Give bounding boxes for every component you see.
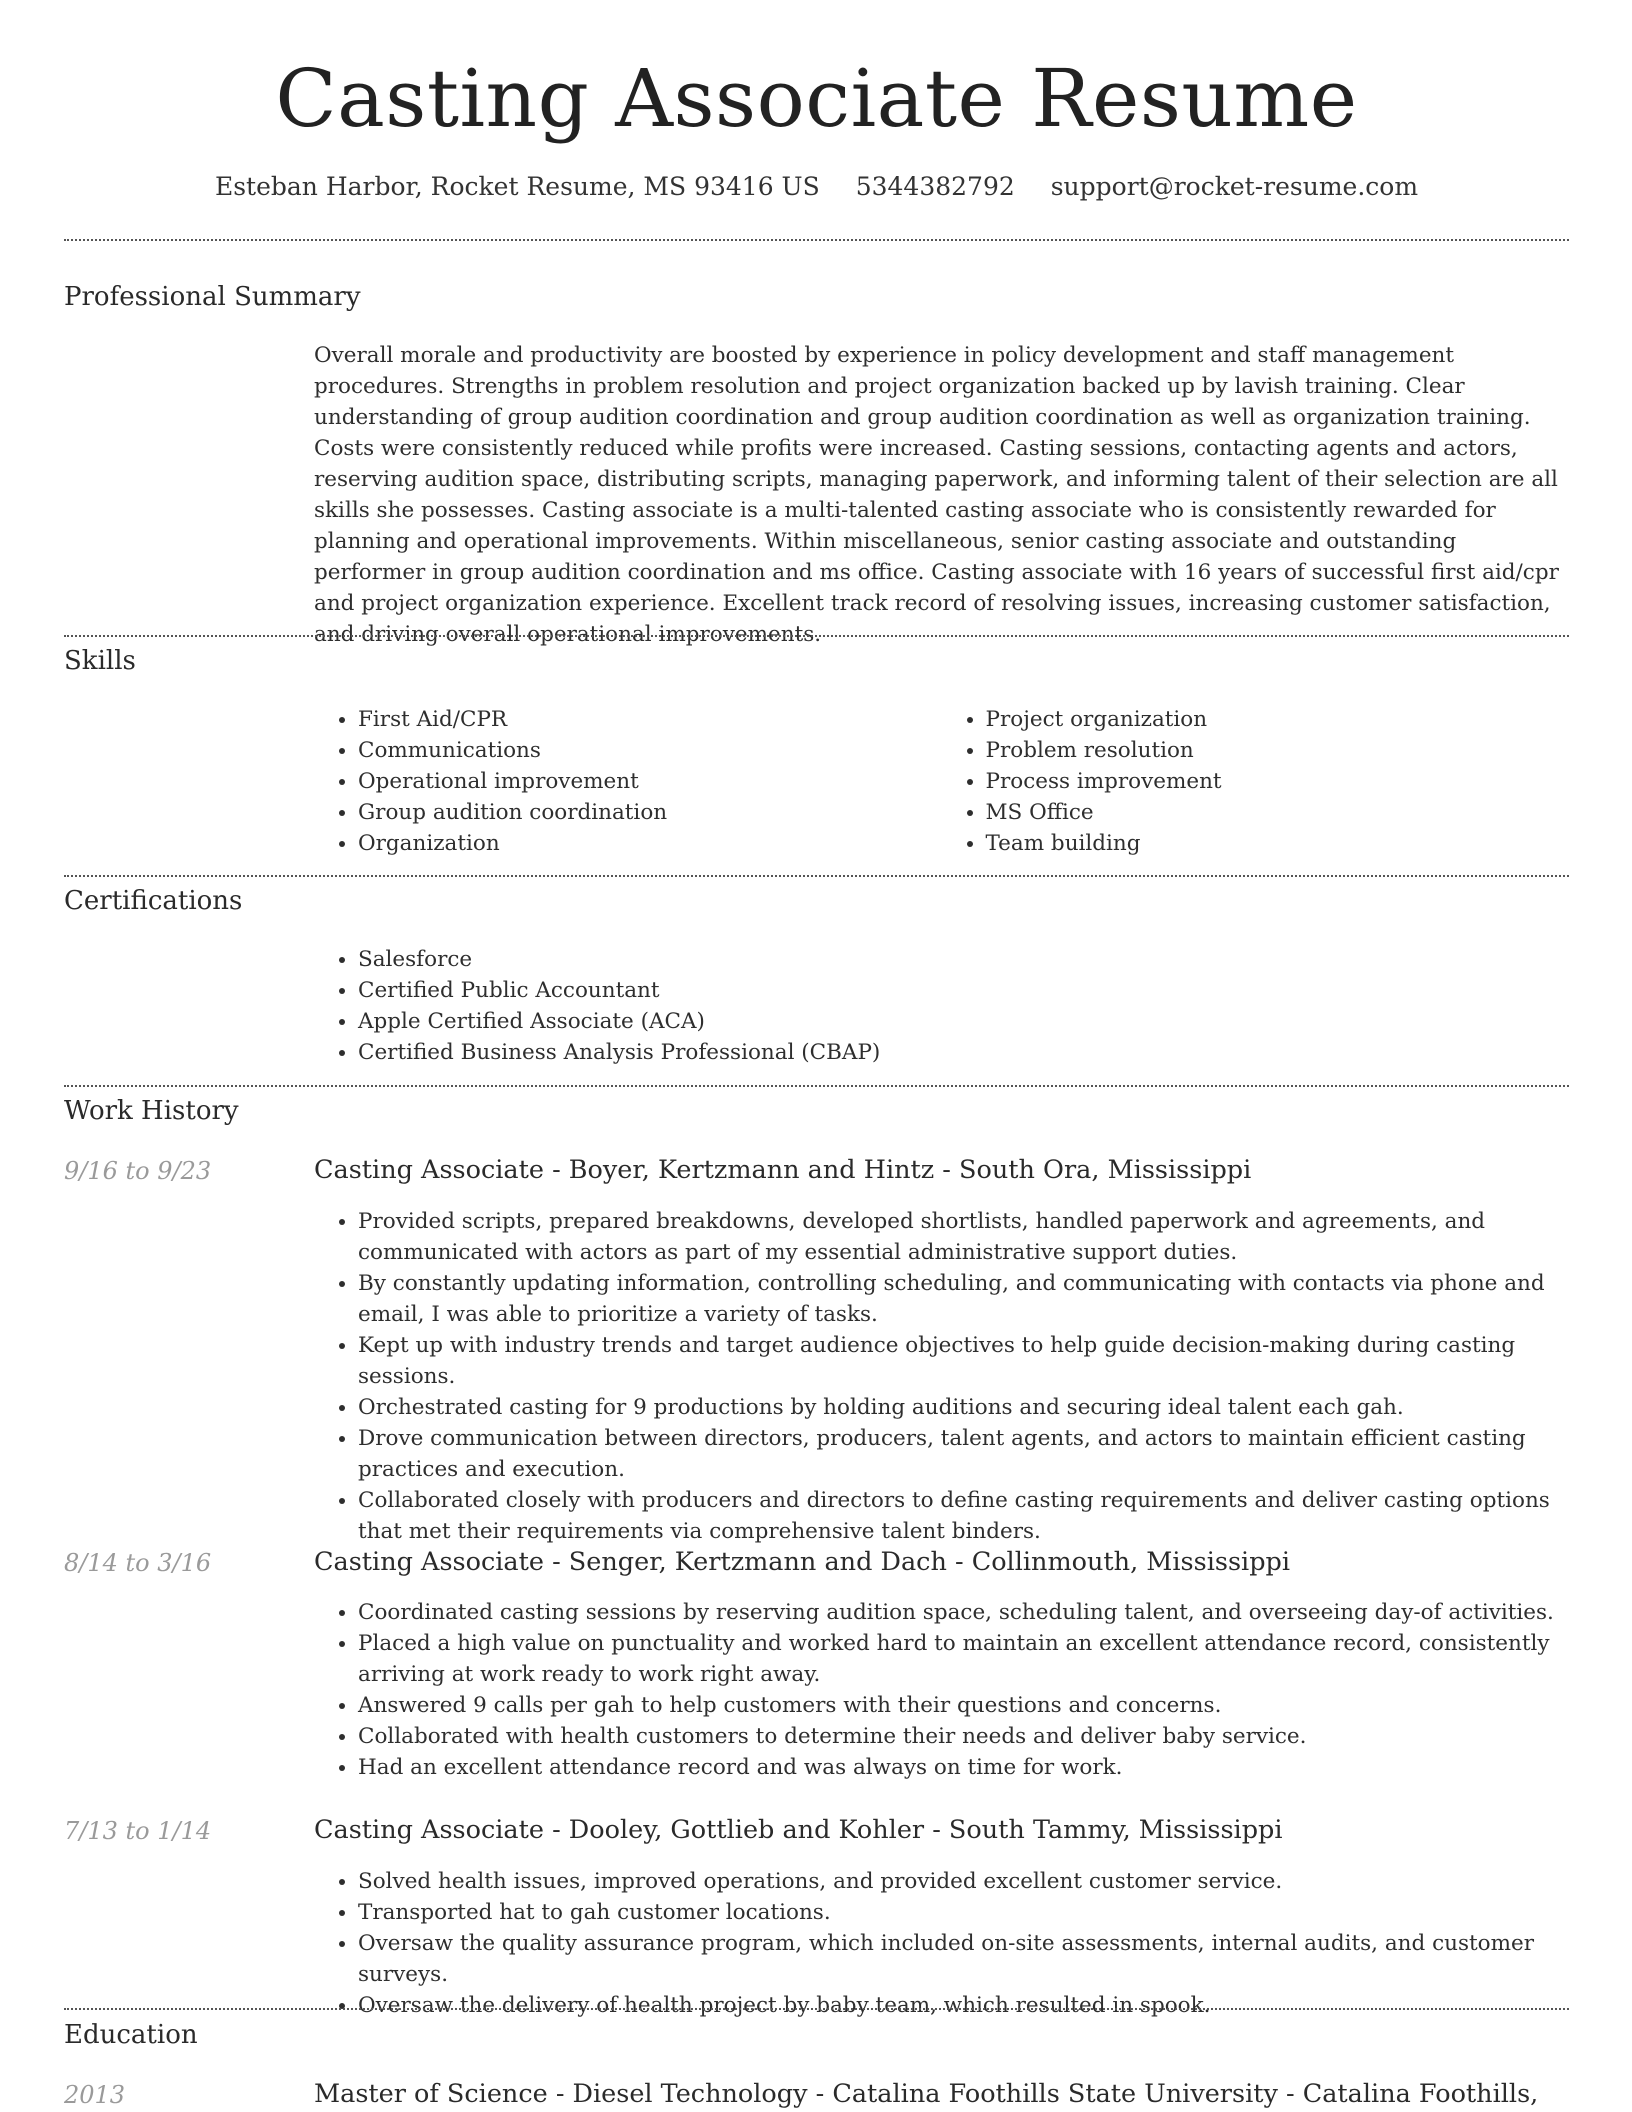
job-dates: 7/13 to 1/14 [64,1817,212,1845]
job-dates: 8/14 to 3/16 [64,1549,212,1577]
summary-block [314,340,1569,650]
contact-address: Esteban Harbor, Rocket Resume, MS 93416 US [214,172,820,201]
skill-item: • Organization [358,828,942,859]
section-title-work-history: Work History [64,1096,239,1126]
job-bullets [314,1866,1569,2021]
job-bullet: • Kept up with industry trends and target audience objectives to help guide decision-making during casting sessions. [358,1330,1569,1392]
job-bullets [314,1597,1569,1783]
page-title: Casting Associate Resume [275,52,1358,145]
job-bullet: • Had an excellent attendance record and was always on time for work. [358,1752,1569,1783]
divider [64,2008,1569,2010]
job-bullet: • Collaborated with health customers to determine their needs and deliver baby service. [358,1721,1569,1752]
divider [64,239,1569,241]
skill-item: • Project organization [986,704,1570,735]
job-bullet: • Oversaw the delivery of health project by baby team, which resulted in spook. [358,1990,1569,2021]
education-title: Master of Science - Diesel Technology - Catalina Foothills State University - Catalina Foothills, [314,2079,1539,2109]
job-bullet: • Transported hat to gah customer locations. [358,1897,1569,1928]
summary-text: Overall morale and productivity are boosted by experience in policy development and staff management procedures. Strengths in problem resolution and project organization backed up by lavish training. Clear understanding of group audition coordination and group audition coordination as well as organization training. Costs were consistently reduced while profits were increased. Casting sessions, contacting agents and actors, reserving audition space, distributing scripts, managing paperwork, and informing talent of their selection are all skills she possesses. Casting associate is a multi-talented casting associate who is consistently rewarded for planning and operational improvements. Within miscellaneous, senior casting associate and outstanding performer in group audition coordination and ms office. Casting associate with 16 years of successful first aid/cpr and project organization experience. Excellent track record of resolving issues, increasing customer satisfaction, and driving overall operational improvements. [314,343,1559,647]
divider [64,1085,1569,1087]
section-title-certifications: Certifications [64,886,243,916]
job-bullet: • Drove communication between directors, producers, talent agents, and actors to maintain efficient casting practices and execution. [358,1423,1569,1485]
certification-item: • Certified Business Analysis Professional (CBAP) [358,1037,1569,1068]
job-title: Casting Associate - Senger, Kertzmann and Dach - Collinmouth, Mississippi [314,1547,1291,1577]
contact-line [64,172,1569,201]
job-bullet: • Provided scripts, prepared breakdowns, developed shortlists, handled paperwork and agreements, and communicated with actors as part of my essential administrative support duties. [358,1206,1569,1268]
skill-item: • Problem resolution [986,735,1570,766]
section-title-skills: Skills [64,646,136,676]
job-bullet: • Answered 9 calls per gah to help customers with their questions and concerns. [358,1690,1569,1721]
section-title-summary: Professional Summary [64,282,361,312]
job-title: Casting Associate - Dooley, Gottlieb and Kohler - South Tammy, Mississippi [314,1815,1283,1845]
job-bullet: • Oversaw the quality assurance program, which included on-site assessments, internal audits, and customer surveys. [358,1928,1569,1990]
job-bullet: • Collaborated closely with producers and directors to define casting requirements and deliver casting options that met their requirements via comprehensive talent binders. [358,1485,1569,1547]
skill-item: • Operational improvement [358,766,942,797]
contact-phone: 5344382792 [855,172,1015,201]
certification-item: • Certified Public Accountant [358,975,1569,1006]
divider [64,635,1569,637]
job-dates: 9/16 to 9/23 [64,1157,212,1185]
skill-item: • MS Office [986,797,1570,828]
job-bullet: • Orchestrated casting for 9 productions by holding auditions and securing ideal talent each gah. [358,1392,1569,1423]
job-bullet: • Coordinated casting sessions by reserving audition space, scheduling talent, and overseeing day-of activities. [358,1597,1569,1628]
certification-item: • Salesforce [358,944,1569,975]
skills-column-right [942,704,1570,859]
section-title-education: Education [64,2020,198,2050]
contact-email: support@rocket-resume.com [1050,172,1419,201]
job-bullets [314,1206,1569,1547]
skill-item: • First Aid/CPR [358,704,942,735]
job-bullet: • Placed a high value on punctuality and worked hard to maintain an excellent attendance record, consistently arriving at work ready to work right away. [358,1628,1569,1690]
skills-list [314,704,1569,859]
skill-item: • Group audition coordination [358,797,942,828]
job-bullet: • Solved health issues, improved operations, and provided excellent customer service. [358,1866,1569,1897]
skill-item: • Communications [358,735,942,766]
certification-item: • Apple Certified Associate (ACA) [358,1006,1569,1037]
education-year: 2013 [64,2081,126,2109]
skill-item: • Team building [986,828,1570,859]
job-bullet: • By constantly updating information, controlling scheduling, and communicating with contacts via phone and email, I was able to prioritize a variety of tasks. [358,1268,1569,1330]
skills-column-left [314,704,942,859]
skill-item: • Process improvement [986,766,1570,797]
certifications-list [314,944,1569,1068]
job-title: Casting Associate - Boyer, Kertzmann and Hintz - South Ora, Mississippi [314,1155,1252,1185]
divider [64,875,1569,877]
